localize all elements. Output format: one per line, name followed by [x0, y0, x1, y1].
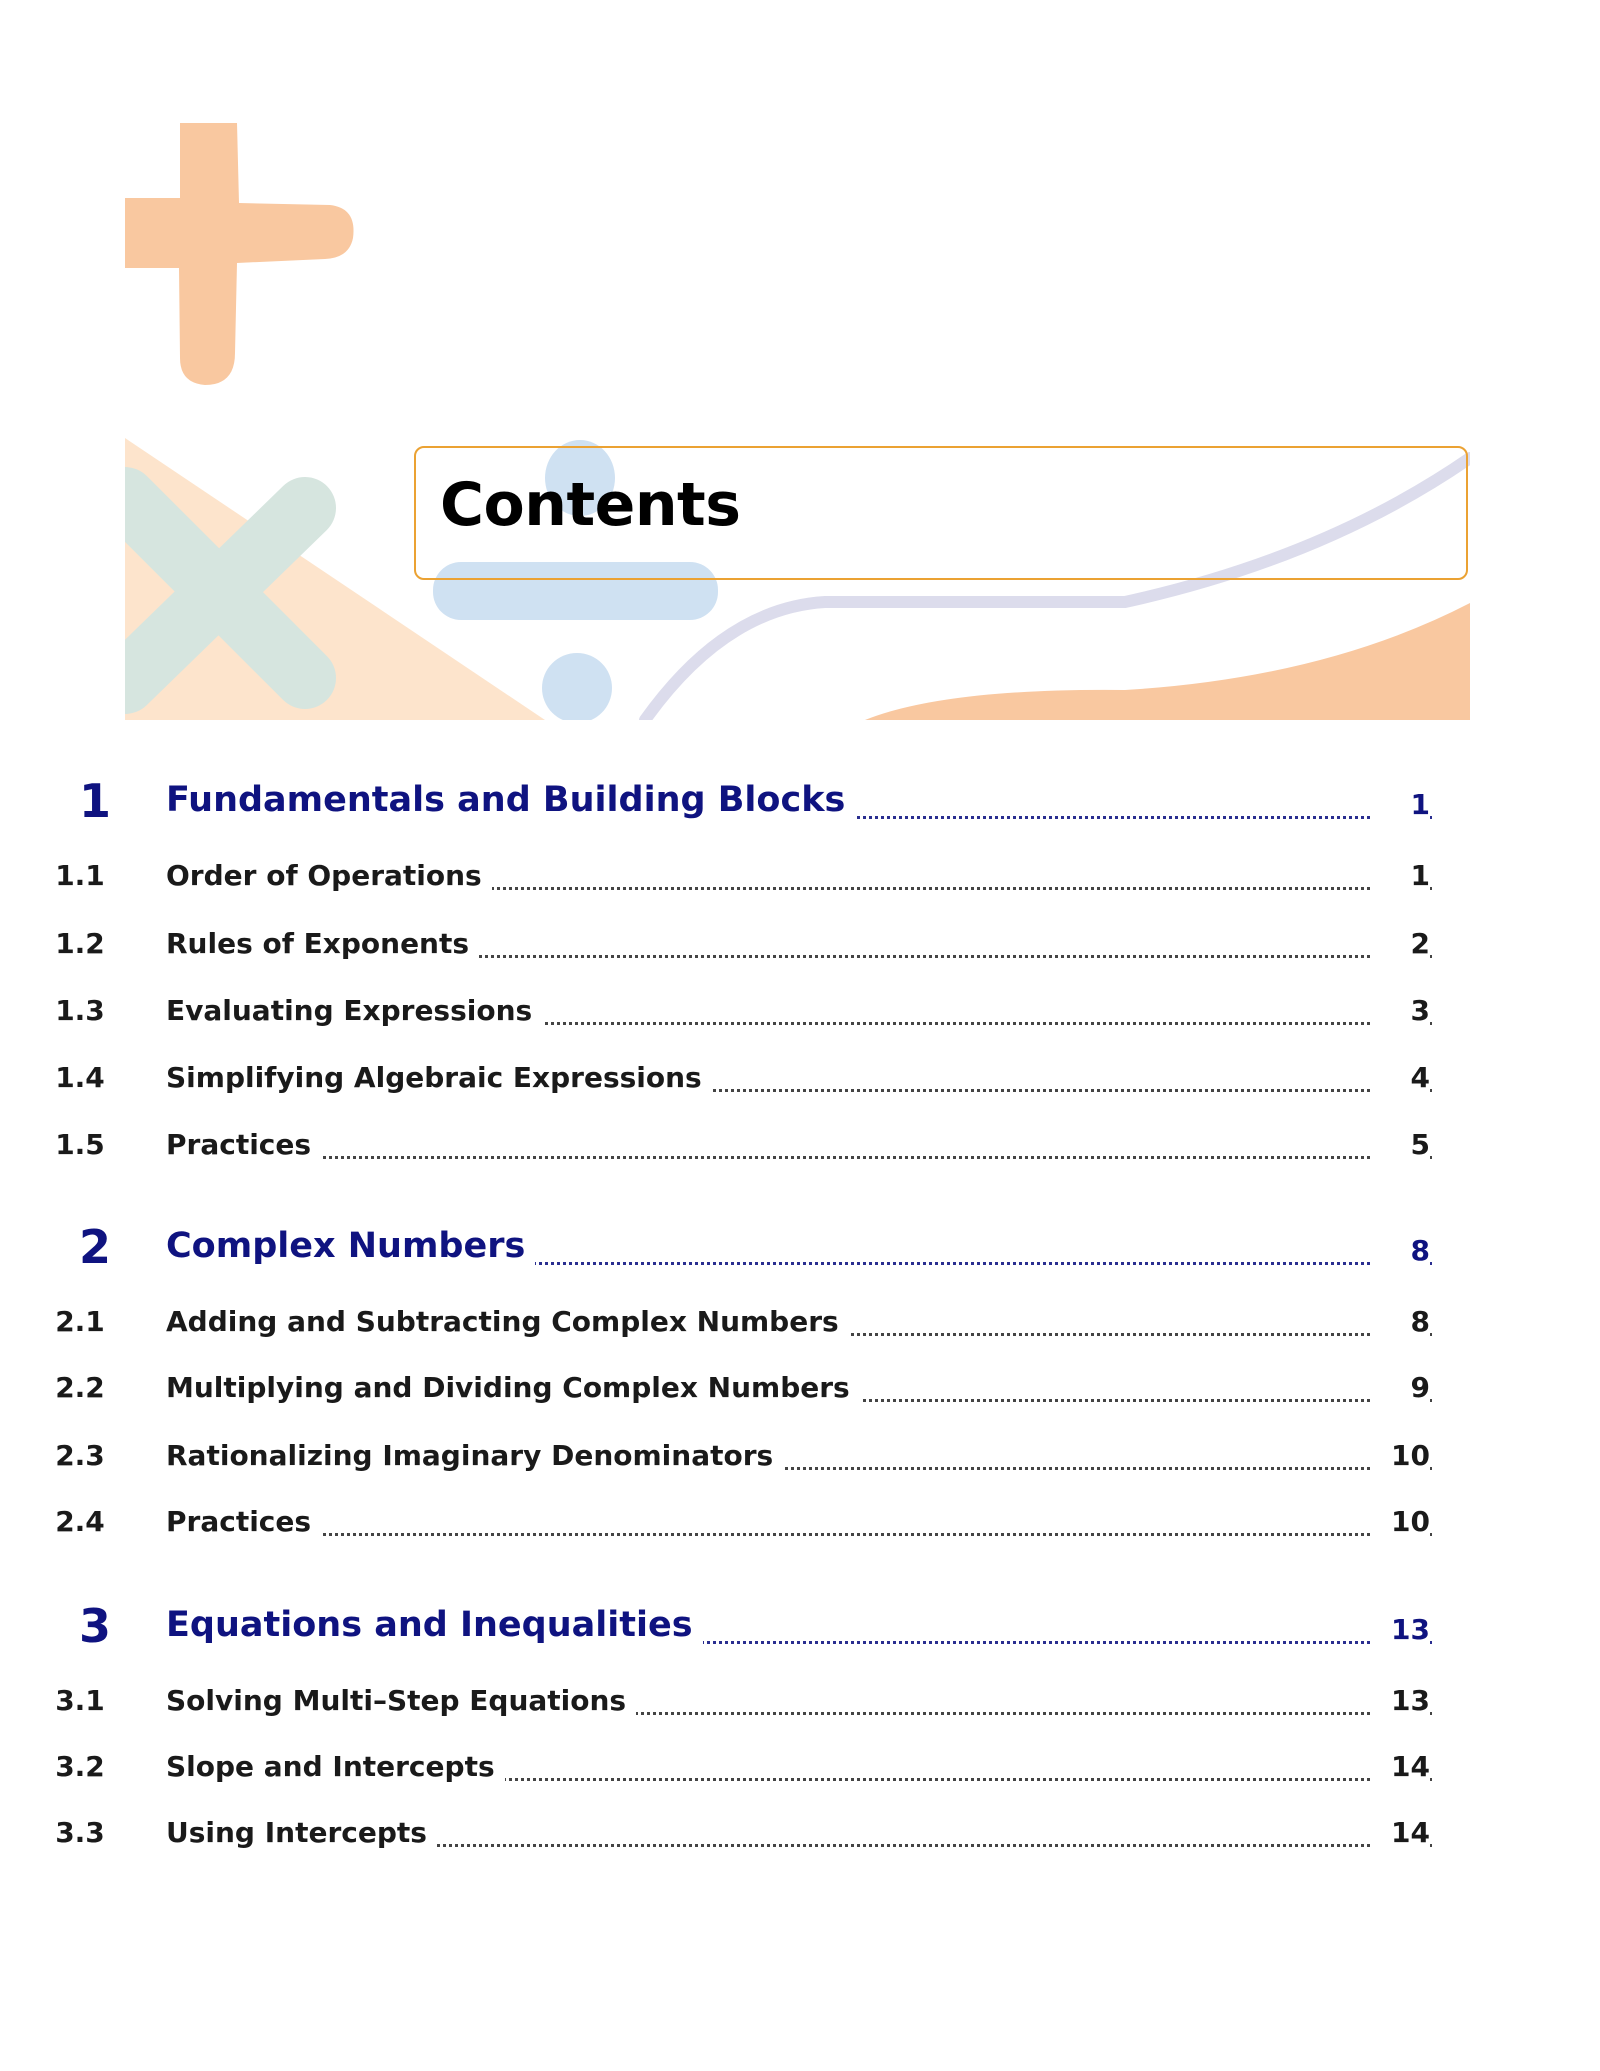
toc-section-1-3[interactable]	[0, 992, 1600, 1042]
chapter-number: 1	[78, 774, 111, 828]
section-number: 3.1	[55, 1684, 105, 1717]
section-title[interactable]: Practices	[166, 1505, 321, 1538]
chapter-number: 2	[78, 1220, 111, 1274]
section-number: 1.2	[55, 927, 105, 960]
section-title[interactable]: Adding and Subtracting Complex Numbers	[166, 1305, 849, 1338]
toc-section-3-2[interactable]	[0, 1748, 1600, 1798]
section-page-number[interactable]: 4	[1370, 1061, 1430, 1094]
chapter-title[interactable]: Equations and Inequalities	[166, 1605, 703, 1645]
section-page-number[interactable]: 9	[1370, 1371, 1430, 1404]
section-number: 2.1	[55, 1305, 105, 1338]
toc-section-3-1[interactable]	[0, 1682, 1600, 1732]
section-title[interactable]: Solving Multi–Step Equations	[166, 1684, 636, 1717]
section-title[interactable]: Rules of Exponents	[166, 927, 479, 960]
chapter-page-number[interactable]: 8	[1370, 1234, 1430, 1267]
toc-chapter-2[interactable]	[0, 1220, 1600, 1276]
section-page-number[interactable]: 3	[1370, 994, 1430, 1027]
section-number: 1.4	[55, 1061, 105, 1094]
page-title: Contents	[440, 470, 741, 540]
chapter-title[interactable]: Fundamentals and Building Blocks	[166, 780, 855, 820]
section-number: 2.3	[55, 1439, 105, 1472]
toc-section-2-1[interactable]	[0, 1303, 1600, 1353]
section-page-number[interactable]: 5	[1370, 1128, 1430, 1161]
section-title[interactable]: Order of Operations	[166, 859, 492, 892]
section-page-number[interactable]: 1	[1370, 859, 1430, 892]
toc-section-1-2[interactable]	[0, 925, 1600, 975]
section-number: 1.3	[55, 994, 105, 1027]
section-number: 3.3	[55, 1816, 105, 1849]
toc-chapter-3[interactable]	[0, 1599, 1600, 1655]
chapter-page-number[interactable]: 13	[1370, 1613, 1430, 1646]
toc-section-2-4[interactable]	[0, 1503, 1600, 1553]
toc-section-1-4[interactable]	[0, 1059, 1600, 1109]
section-number: 2.2	[55, 1371, 105, 1404]
chapter-title[interactable]: Complex Numbers	[166, 1226, 535, 1266]
section-number: 1.1	[55, 859, 105, 892]
dot-leader	[166, 1533, 1432, 1536]
section-page-number[interactable]: 14	[1370, 1816, 1430, 1849]
section-page-number[interactable]: 10	[1370, 1439, 1430, 1472]
section-page-number[interactable]: 10	[1370, 1505, 1430, 1538]
toc-section-2-3[interactable]	[0, 1437, 1600, 1487]
section-number: 2.4	[55, 1505, 105, 1538]
toc-section-2-2[interactable]	[0, 1369, 1600, 1419]
section-title[interactable]: Rationalizing Imaginary Denominators	[166, 1439, 783, 1472]
section-page-number[interactable]: 8	[1370, 1305, 1430, 1338]
section-number: 1.5	[55, 1128, 105, 1161]
section-page-number[interactable]: 13	[1370, 1684, 1430, 1717]
section-page-number[interactable]: 2	[1370, 927, 1430, 960]
toc-section-1-5[interactable]	[0, 1126, 1600, 1176]
section-title[interactable]: Using Intercepts	[166, 1816, 437, 1849]
chapter-page-number[interactable]: 1	[1370, 788, 1430, 821]
section-title[interactable]: Simplifying Algebraic Expressions	[166, 1061, 712, 1094]
section-title[interactable]: Multiplying and Dividing Complex Numbers	[166, 1371, 860, 1404]
toc-section-1-1[interactable]	[0, 857, 1600, 907]
section-title[interactable]: Practices	[166, 1128, 321, 1161]
section-title[interactable]: Evaluating Expressions	[166, 994, 542, 1027]
toc-section-3-3[interactable]	[0, 1814, 1600, 1864]
section-number: 3.2	[55, 1750, 105, 1783]
dot-leader	[166, 1156, 1432, 1159]
chapter-number: 3	[78, 1599, 111, 1653]
section-title[interactable]: Slope and Intercepts	[166, 1750, 505, 1783]
toc-chapter-1[interactable]	[0, 774, 1600, 830]
section-page-number[interactable]: 14	[1370, 1750, 1430, 1783]
